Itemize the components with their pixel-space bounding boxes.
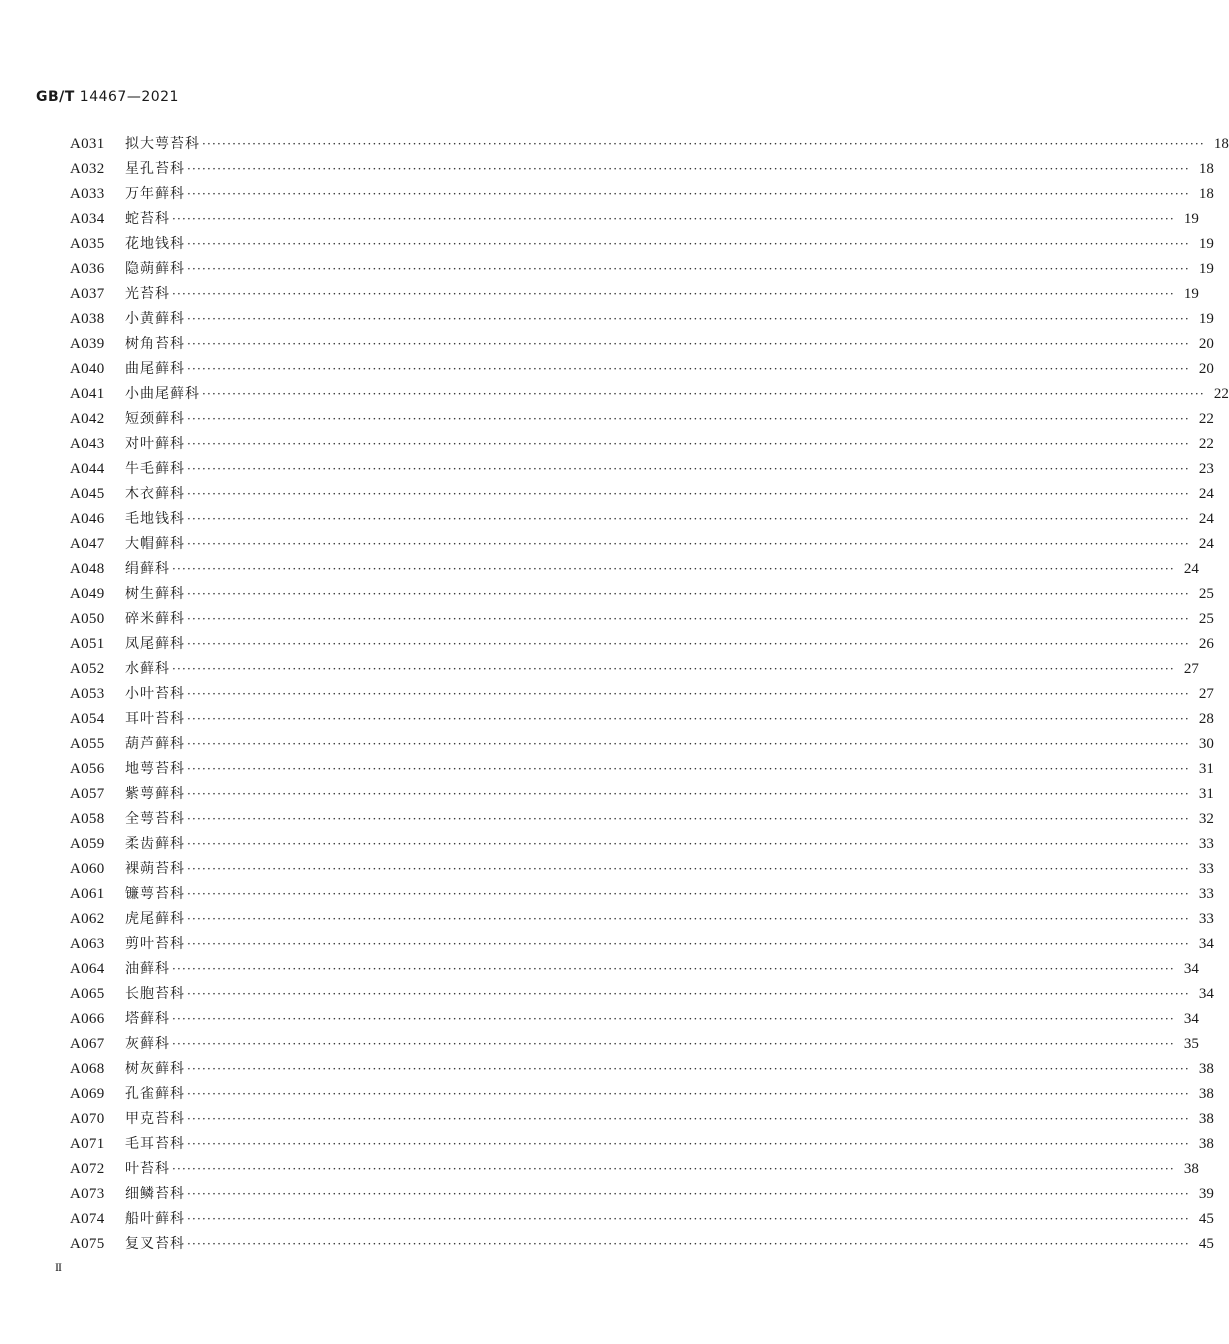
toc-entry-page: 39 [1198,1186,1214,1202]
toc-entry-code: A067 [70,1036,105,1052]
toc-entry[interactable] [70,832,1214,857]
toc-entry-code: A070 [70,1111,105,1127]
toc-entry-page: 22 [1213,386,1229,402]
toc-entry[interactable] [70,1082,1214,1107]
standard-number: 14467—2021 [79,89,179,105]
toc-entry-code: A066 [70,1011,105,1027]
toc-entry-title: 甲克苔科 [125,1111,185,1127]
toc-entry-code: A064 [70,961,105,977]
table-of-contents [70,132,1229,1257]
toc-entry-page: 33 [1198,886,1214,902]
toc-entry-code: A031 [70,136,105,152]
toc-dot-leader: ········································································································································································································ [187,937,1190,951]
toc-entry[interactable] [70,332,1214,357]
toc-entry-title: 油藓科 [125,961,170,977]
toc-dot-leader: ········································································································································································································ [187,737,1190,751]
toc-entry[interactable] [70,757,1214,782]
toc-entry[interactable] [70,407,1214,432]
toc-dot-leader: ········································································································································································································ [187,1212,1190,1226]
toc-entry-code: A034 [70,211,105,227]
toc-entry-title: 剪叶苔科 [125,936,185,952]
toc-entry-code: A051 [70,636,105,652]
toc-entry[interactable] [70,1182,1214,1207]
toc-entry-title: 曲尾藓科 [125,361,185,377]
toc-entry-title: 细鳞苔科 [125,1186,185,1202]
toc-entry-code: A065 [70,986,105,1002]
toc-entry[interactable] [70,857,1214,882]
toc-dot-leader: ········································································································································································································ [187,312,1190,326]
toc-entry[interactable] [70,932,1214,957]
toc-entry-title: 隐蒴藓科 [125,261,185,277]
toc-entry-page: 33 [1198,836,1214,852]
toc-entry-code: A052 [70,661,105,677]
toc-entry-code: A060 [70,861,105,877]
toc-entry-title: 孔雀藓科 [125,1086,185,1102]
toc-entry-code: A071 [70,1136,105,1152]
toc-entry[interactable] [70,582,1214,607]
toc-entry-page: 34 [1198,986,1214,1002]
toc-entry-title: 全萼苔科 [125,811,185,827]
toc-entry-code: A047 [70,536,105,552]
toc-dot-leader: ········································································································································································································ [187,512,1190,526]
toc-entry-code: A075 [70,1236,105,1252]
toc-entry-code: A058 [70,811,105,827]
toc-entry[interactable] [70,1132,1214,1157]
toc-entry[interactable] [70,807,1214,832]
toc-entry-page: 26 [1198,636,1214,652]
toc-dot-leader: ········································································································································································································ [187,762,1190,776]
toc-entry[interactable] [70,507,1214,532]
toc-entry[interactable] [70,782,1214,807]
toc-entry[interactable] [70,157,1214,182]
toc-entry[interactable] [70,657,1199,682]
toc-dot-leader: ········································································································································································································ [187,337,1190,351]
toc-entry-page: 20 [1198,361,1214,377]
toc-entry-page: 19 [1183,286,1199,302]
toc-entry-page: 24 [1183,561,1199,577]
toc-entry[interactable] [70,1207,1214,1232]
toc-dot-leader: ········································································································································································································ [187,362,1190,376]
toc-entry[interactable] [70,182,1214,207]
toc-entry-code: A050 [70,611,105,627]
toc-entry-page: 24 [1198,536,1214,552]
toc-entry-code: A043 [70,436,105,452]
toc-entry[interactable] [70,1107,1214,1132]
toc-dot-leader: ········································································································································································································ [187,862,1190,876]
toc-entry-code: A054 [70,711,105,727]
toc-entry-title: 灰藓科 [125,1036,170,1052]
toc-dot-leader: ········································································································································································································ [172,1162,1175,1176]
toc-entry-code: A062 [70,911,105,927]
toc-entry-page: 25 [1198,586,1214,602]
toc-entry-title: 长胞苔科 [125,986,185,1002]
toc-dot-leader: ········································································································································································································ [187,587,1190,601]
toc-dot-leader: ········································································································································································································ [187,237,1190,251]
toc-dot-leader: ········································································································································································································ [187,1112,1190,1126]
toc-entry-code: A053 [70,686,105,702]
toc-dot-leader: ········································································································································································································ [187,412,1190,426]
toc-dot-leader: ········································································································································································································ [187,1187,1190,1201]
toc-entry-code: A036 [70,261,105,277]
toc-entry-code: A055 [70,736,105,752]
toc-entry[interactable] [70,632,1214,657]
toc-entry-title: 对叶藓科 [125,436,185,452]
toc-entry-code: A049 [70,586,105,602]
toc-entry-page: 18 [1213,136,1229,152]
toc-entry-code: A032 [70,161,105,177]
toc-entry[interactable] [70,1157,1199,1182]
toc-dot-leader: ········································································································································································································ [187,1062,1190,1076]
toc-entry-page: 31 [1198,786,1214,802]
toc-entry-title: 万年藓科 [125,186,185,202]
toc-entry-code: A073 [70,1186,105,1202]
toc-entry-code: A063 [70,936,105,952]
toc-dot-leader: ········································································································································································································ [187,1237,1190,1251]
toc-dot-leader: ········································································································································································································ [202,387,1205,401]
toc-entry-title: 小曲尾藓科 [125,386,200,402]
toc-entry[interactable] [70,307,1214,332]
toc-entry-page: 38 [1198,1136,1214,1152]
toc-entry-page: 38 [1198,1061,1214,1077]
toc-entry-page: 20 [1198,336,1214,352]
toc-entry-title: 短颈藓科 [125,411,185,427]
toc-entry-title: 柔齿藓科 [125,836,185,852]
toc-dot-leader: ········································································································································································································ [187,462,1190,476]
toc-entry-code: A045 [70,486,105,502]
toc-dot-leader: ········································································································································································································ [172,1037,1175,1051]
toc-entry-page: 31 [1198,761,1214,777]
toc-entry-page: 27 [1183,661,1199,677]
toc-entry-page: 45 [1198,1211,1214,1227]
toc-entry-code: A074 [70,1211,105,1227]
toc-entry[interactable] [70,207,1199,232]
toc-entry-code: A061 [70,886,105,902]
toc-entry-title: 牛毛藓科 [125,461,185,477]
toc-entry-title: 蛇苔科 [125,211,170,227]
toc-entry-title: 光苔科 [125,286,170,302]
toc-entry-page: 38 [1198,1086,1214,1102]
toc-entry-code: A035 [70,236,105,252]
toc-entry-page: 27 [1198,686,1214,702]
toc-entry-page: 32 [1198,811,1214,827]
toc-entry-title: 木衣藓科 [125,486,185,502]
toc-entry-code: A041 [70,386,105,402]
toc-entry[interactable] [70,457,1214,482]
page-number: II [55,1260,61,1274]
toc-entry-code: A068 [70,1061,105,1077]
toc-dot-leader: ········································································································································································································ [187,262,1190,276]
toc-entry-code: A042 [70,411,105,427]
toc-entry-title: 裸蒴苔科 [125,861,185,877]
toc-entry-title: 碎米藓科 [125,611,185,627]
toc-entry[interactable] [70,882,1214,907]
toc-dot-leader: ········································································································································································································ [187,787,1190,801]
toc-dot-leader: ········································································································································································································ [187,612,1190,626]
toc-entry[interactable] [70,432,1214,457]
toc-entry-code: A059 [70,836,105,852]
toc-entry[interactable] [70,132,1229,157]
toc-entry[interactable] [70,1007,1199,1032]
toc-dot-leader: ········································································································································································································ [187,187,1190,201]
toc-entry-page: 19 [1198,261,1214,277]
toc-entry-title: 水藓科 [125,661,170,677]
toc-entry-page: 33 [1198,861,1214,877]
toc-entry-title: 地萼苔科 [125,761,185,777]
toc-entry-page: 34 [1183,1011,1199,1027]
toc-entry-page: 19 [1198,236,1214,252]
toc-dot-leader: ········································································································································································································ [187,837,1190,851]
toc-entry-code: A057 [70,786,105,802]
toc-entry-title: 耳叶苔科 [125,711,185,727]
toc-entry-code: A046 [70,511,105,527]
toc-entry-title: 拟大萼苔科 [125,136,200,152]
toc-dot-leader: ········································································································································································································ [172,287,1175,301]
toc-entry[interactable] [70,732,1214,757]
toc-entry-page: 35 [1183,1036,1199,1052]
toc-dot-leader: ········································································································································································································ [187,987,1190,1001]
toc-entry-code: A048 [70,561,105,577]
toc-entry[interactable] [70,682,1214,707]
toc-entry-title: 星孔苔科 [125,161,185,177]
toc-entry-page: 34 [1198,936,1214,952]
toc-entry-page: 18 [1198,186,1214,202]
toc-dot-leader: ········································································································································································································ [172,212,1175,226]
toc-entry-code: A069 [70,1086,105,1102]
toc-dot-leader: ········································································································································································································ [172,962,1175,976]
toc-entry-page: 23 [1198,461,1214,477]
toc-entry-title: 葫芦藓科 [125,736,185,752]
toc-entry-page: 22 [1198,436,1214,452]
toc-entry-title: 小叶苔科 [125,686,185,702]
toc-entry-title: 毛地钱科 [125,511,185,527]
toc-dot-leader: ········································································································································································································ [187,1087,1190,1101]
toc-entry-title: 树灰藓科 [125,1061,185,1077]
toc-entry[interactable] [70,707,1214,732]
toc-entry-title: 树角苔科 [125,336,185,352]
toc-dot-leader: ········································································································································································································ [187,162,1190,176]
toc-dot-leader: ········································································································································································································ [187,537,1190,551]
toc-entry-title: 紫萼藓科 [125,786,185,802]
toc-entry-code: A040 [70,361,105,377]
toc-entry-title: 小黄藓科 [125,311,185,327]
toc-entry-code: A039 [70,336,105,352]
toc-entry-code: A056 [70,761,105,777]
toc-entry-title: 复叉苔科 [125,1236,185,1252]
toc-entry-page: 38 [1198,1111,1214,1127]
toc-entry-code: A044 [70,461,105,477]
toc-entry[interactable] [70,557,1199,582]
toc-entry-title: 大帽藓科 [125,536,185,552]
toc-dot-leader: ········································································································································································································ [187,487,1190,501]
toc-entry[interactable] [70,607,1214,632]
toc-entry[interactable] [70,282,1199,307]
toc-entry-title: 花地钱科 [125,236,185,252]
toc-entry[interactable] [70,357,1214,382]
toc-entry-page: 30 [1198,736,1214,752]
toc-entry-page: 19 [1198,311,1214,327]
toc-entry-title: 树生藓科 [125,586,185,602]
toc-dot-leader: ········································································································································································································ [172,1012,1175,1026]
toc-dot-leader: ········································································································································································································ [172,662,1175,676]
toc-dot-leader: ········································································································································································································ [187,437,1190,451]
toc-entry[interactable] [70,907,1214,932]
toc-entry[interactable] [70,1032,1199,1057]
toc-dot-leader: ········································································································································································································ [187,912,1190,926]
toc-entry-title: 塔藓科 [125,1011,170,1027]
toc-entry-code: A033 [70,186,105,202]
toc-entry[interactable] [70,232,1214,257]
toc-dot-leader: ········································································································································································································ [187,812,1190,826]
toc-entry-page: 33 [1198,911,1214,927]
toc-dot-leader: ········································································································································································································ [172,562,1175,576]
toc-entry[interactable] [70,982,1214,1007]
toc-entry-code: A037 [70,286,105,302]
toc-dot-leader: ········································································································································································································ [187,887,1190,901]
toc-entry-title: 凤尾藓科 [125,636,185,652]
standard-code: GB/T [36,89,75,105]
toc-entry[interactable] [70,482,1214,507]
toc-entry-page: 19 [1183,211,1199,227]
toc-entry-title: 毛耳苔科 [125,1136,185,1152]
toc-entry-title: 镰萼苔科 [125,886,185,902]
toc-entry[interactable] [70,1232,1214,1257]
toc-entry-page: 22 [1198,411,1214,427]
toc-entry-page: 24 [1198,511,1214,527]
toc-dot-leader: ········································································································································································································ [187,1137,1190,1151]
toc-entry[interactable] [70,382,1229,407]
toc-entry-page: 25 [1198,611,1214,627]
toc-dot-leader: ········································································································································································································ [187,712,1190,726]
toc-entry-title: 叶苔科 [125,1161,170,1177]
toc-entry-code: A072 [70,1161,105,1177]
toc-entry[interactable] [70,257,1214,282]
toc-entry-page: 18 [1198,161,1214,177]
toc-entry-title: 虎尾藓科 [125,911,185,927]
toc-entry[interactable] [70,1057,1214,1082]
toc-entry-page: 38 [1183,1161,1199,1177]
toc-dot-leader: ········································································································································································································ [187,687,1190,701]
toc-dot-leader: ········································································································································································································ [187,637,1190,651]
toc-entry-page: 24 [1198,486,1214,502]
toc-entry-code: A038 [70,311,105,327]
toc-entry-title: 绢藓科 [125,561,170,577]
toc-entry-page: 34 [1183,961,1199,977]
toc-entry[interactable] [70,957,1199,982]
toc-entry-page: 45 [1198,1236,1214,1252]
toc-dot-leader: ········································································································································································································ [202,137,1205,151]
toc-entry[interactable] [70,532,1214,557]
document-header [36,89,179,105]
toc-entry-title: 船叶藓科 [125,1211,185,1227]
toc-entry-page: 28 [1198,711,1214,727]
